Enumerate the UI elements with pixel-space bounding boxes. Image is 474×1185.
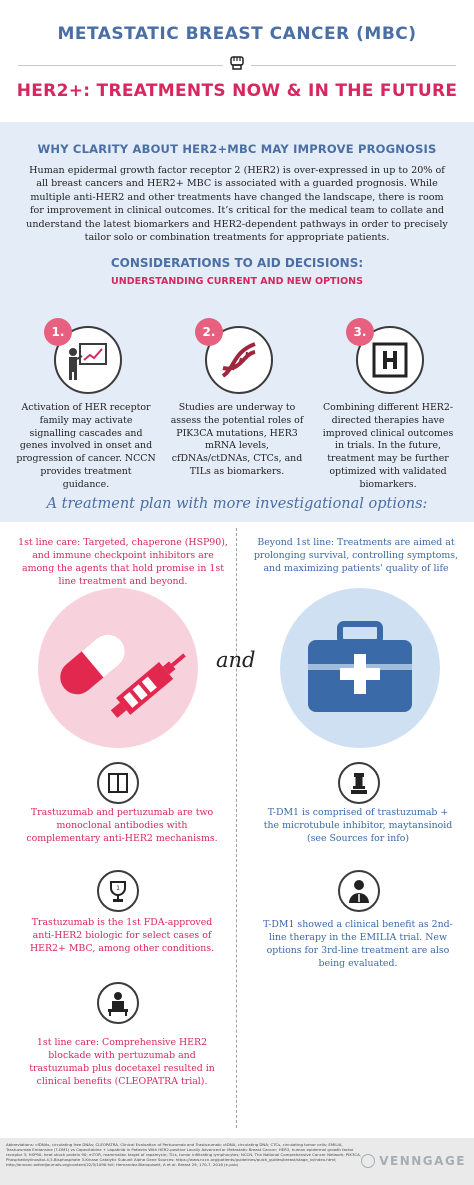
left-intro: 1st line care: Targeted, chaperone (HSP90), and immune checkpoint inhibitors are among the agents that hold promise in 1st line treatment and beyond. — [18, 537, 228, 587]
right-item-1-text: T-DM1 is comprised of trastuzumab + the microtubule inhibitor, maytansinoid (see Sources for info) — [263, 807, 453, 844]
raised-fist-icon — [223, 52, 251, 74]
abbreviations-text: Abbreviations: cfDNAs, circulating free DNAs; CLEOPATRA, Clinical Evaluation of Pertuzumab and Trastuzumab; ctDNA, circulating DNA; CTCs, circulating tumor cells; EMILIA, Trastuzumab Emtansine (T-DM1) vs Capecitabine + Lapatinib in Patients With HER2-positive Locally Advanced or Metastatic Breast Cancer; HER3, human epidermal growth factor receptor 3; HSP90, heat shock protein 90; mTOR, mammalian target of rapamycin; TILs, tumor infiltrating lymphocytes; NCCN, The National Comprehensive Cancer Network; PIK3CA, Phosphatidylinositol-4,5-Bisphosphate 3-Kinase Catalytic Subunit Alpha Gene Sources: https://www.nccn.org/patients/guidelines/quick_guides/breast/stage_iv/index.html; http://annonc.oxfordjournals.org/content/22/5/1090.full; Hernandez-Blanquisett, A et al. Breast 29, 170-7, 2016 (e-pub) — [6, 1142, 362, 1167]
brand-logo[interactable] — [361, 1154, 466, 1168]
patient-icon — [97, 982, 139, 1024]
step-number-2: 2. — [195, 318, 223, 346]
brand-name: VENNGAGE — [379, 1154, 466, 1168]
step-number-3: 3. — [346, 318, 374, 346]
left-item-3-text: 1st line care: Comprehensive HER2 blockade with pertuzumab and trastuzumab plus docetaxel resulted in clinical benefits (CLEOPATRA trial). — [29, 1037, 215, 1087]
consideration-text-1: Activation of HER receptor family may activate signalling cascades and genes involved in onset and progression of cancer. NCCN provides treatment guidance. — [16, 402, 156, 490]
consideration-text-2: Studies are underway to assess the potential roles of PIK3CA mutations, HER3 mRNA levels, cfDNAs/ctDNAs, CTCs, and TILs as biomarkers. — [170, 402, 304, 477]
subtitle: HER2+: TREATMENTS NOW & IN THE FUTURE — [16, 81, 458, 101]
pill-syringe-circle — [38, 588, 198, 748]
medical-kit-icon — [280, 588, 440, 748]
right-item-2-text: T-DM1 showed a clinical benefit as 2nd-line therapy in the EMILIA trial. New options for 3rd-line treatment are also being evaluated. — [263, 919, 453, 969]
consideration-text-3: Combining different HER2-directed therapies have improved clinical outcomes in trials. In the future, treatment may be further optimized with validated biomarkers. — [322, 402, 454, 490]
step-number-1: 1. — [44, 318, 72, 346]
book-icon — [97, 762, 139, 804]
and-connector: and — [216, 648, 256, 672]
fist-divider — [0, 52, 474, 74]
venngage-logo-icon — [361, 1154, 375, 1168]
left-item-2-text: Trastuzumab is the 1st FDA-approved anti-HER2 biologic for select cases of HER2+ MBC, among other conditions. — [29, 917, 215, 954]
why-body: Human epidermal growth factor receptor 2 (HER2) is over-expressed in up to 20% of all breast cancers and HER2+ MBC is associated with a guarded prognosis. While multiple anti-HER2 and other treatments have changed the landscape, there is room for improvement in clinical outcomes. It’s critical for the medical team to collate and understand the latest biomarkers and HER2-dependent pathways in order to precisely tailor solo or combination treatments for appropriate patients. — [26, 165, 448, 244]
header — [0, 0, 474, 101]
svg-text:1: 1 — [116, 885, 120, 892]
center-divider — [236, 528, 237, 1128]
plan-heading: A treatment plan with more investigational options: — [46, 496, 428, 512]
why-heading: WHY CLARITY ABOUT HER2+MBC MAY IMPROVE PROGNOSIS — [37, 142, 437, 156]
right-intro: Beyond 1st line: Treatments are aimed at prolonging survival, controlling symptoms, and maximizing patients' quality of life — [253, 537, 459, 574]
chess-piece-icon — [338, 762, 380, 804]
main-title: METASTATIC BREAST CANCER (MBC) — [57, 24, 417, 44]
trophy-icon — [97, 870, 139, 912]
footer — [0, 1138, 474, 1185]
considerations-heading: CONSIDERATIONS TO AID DECISIONS: — [110, 256, 364, 271]
medkit-circle — [280, 588, 440, 748]
doctor-icon — [338, 870, 380, 912]
pill-syringe-icon — [38, 588, 198, 748]
considerations-subheading: UNDERSTANDING CURRENT AND NEW OPTIONS — [111, 276, 363, 288]
why-section — [0, 122, 474, 522]
left-item-1-text: Trastuzumab and pertuzumab are two monoclonal antibodies with complementary anti-HER2 mechanisms. — [26, 807, 218, 844]
considerations-columns — [12, 322, 462, 512]
